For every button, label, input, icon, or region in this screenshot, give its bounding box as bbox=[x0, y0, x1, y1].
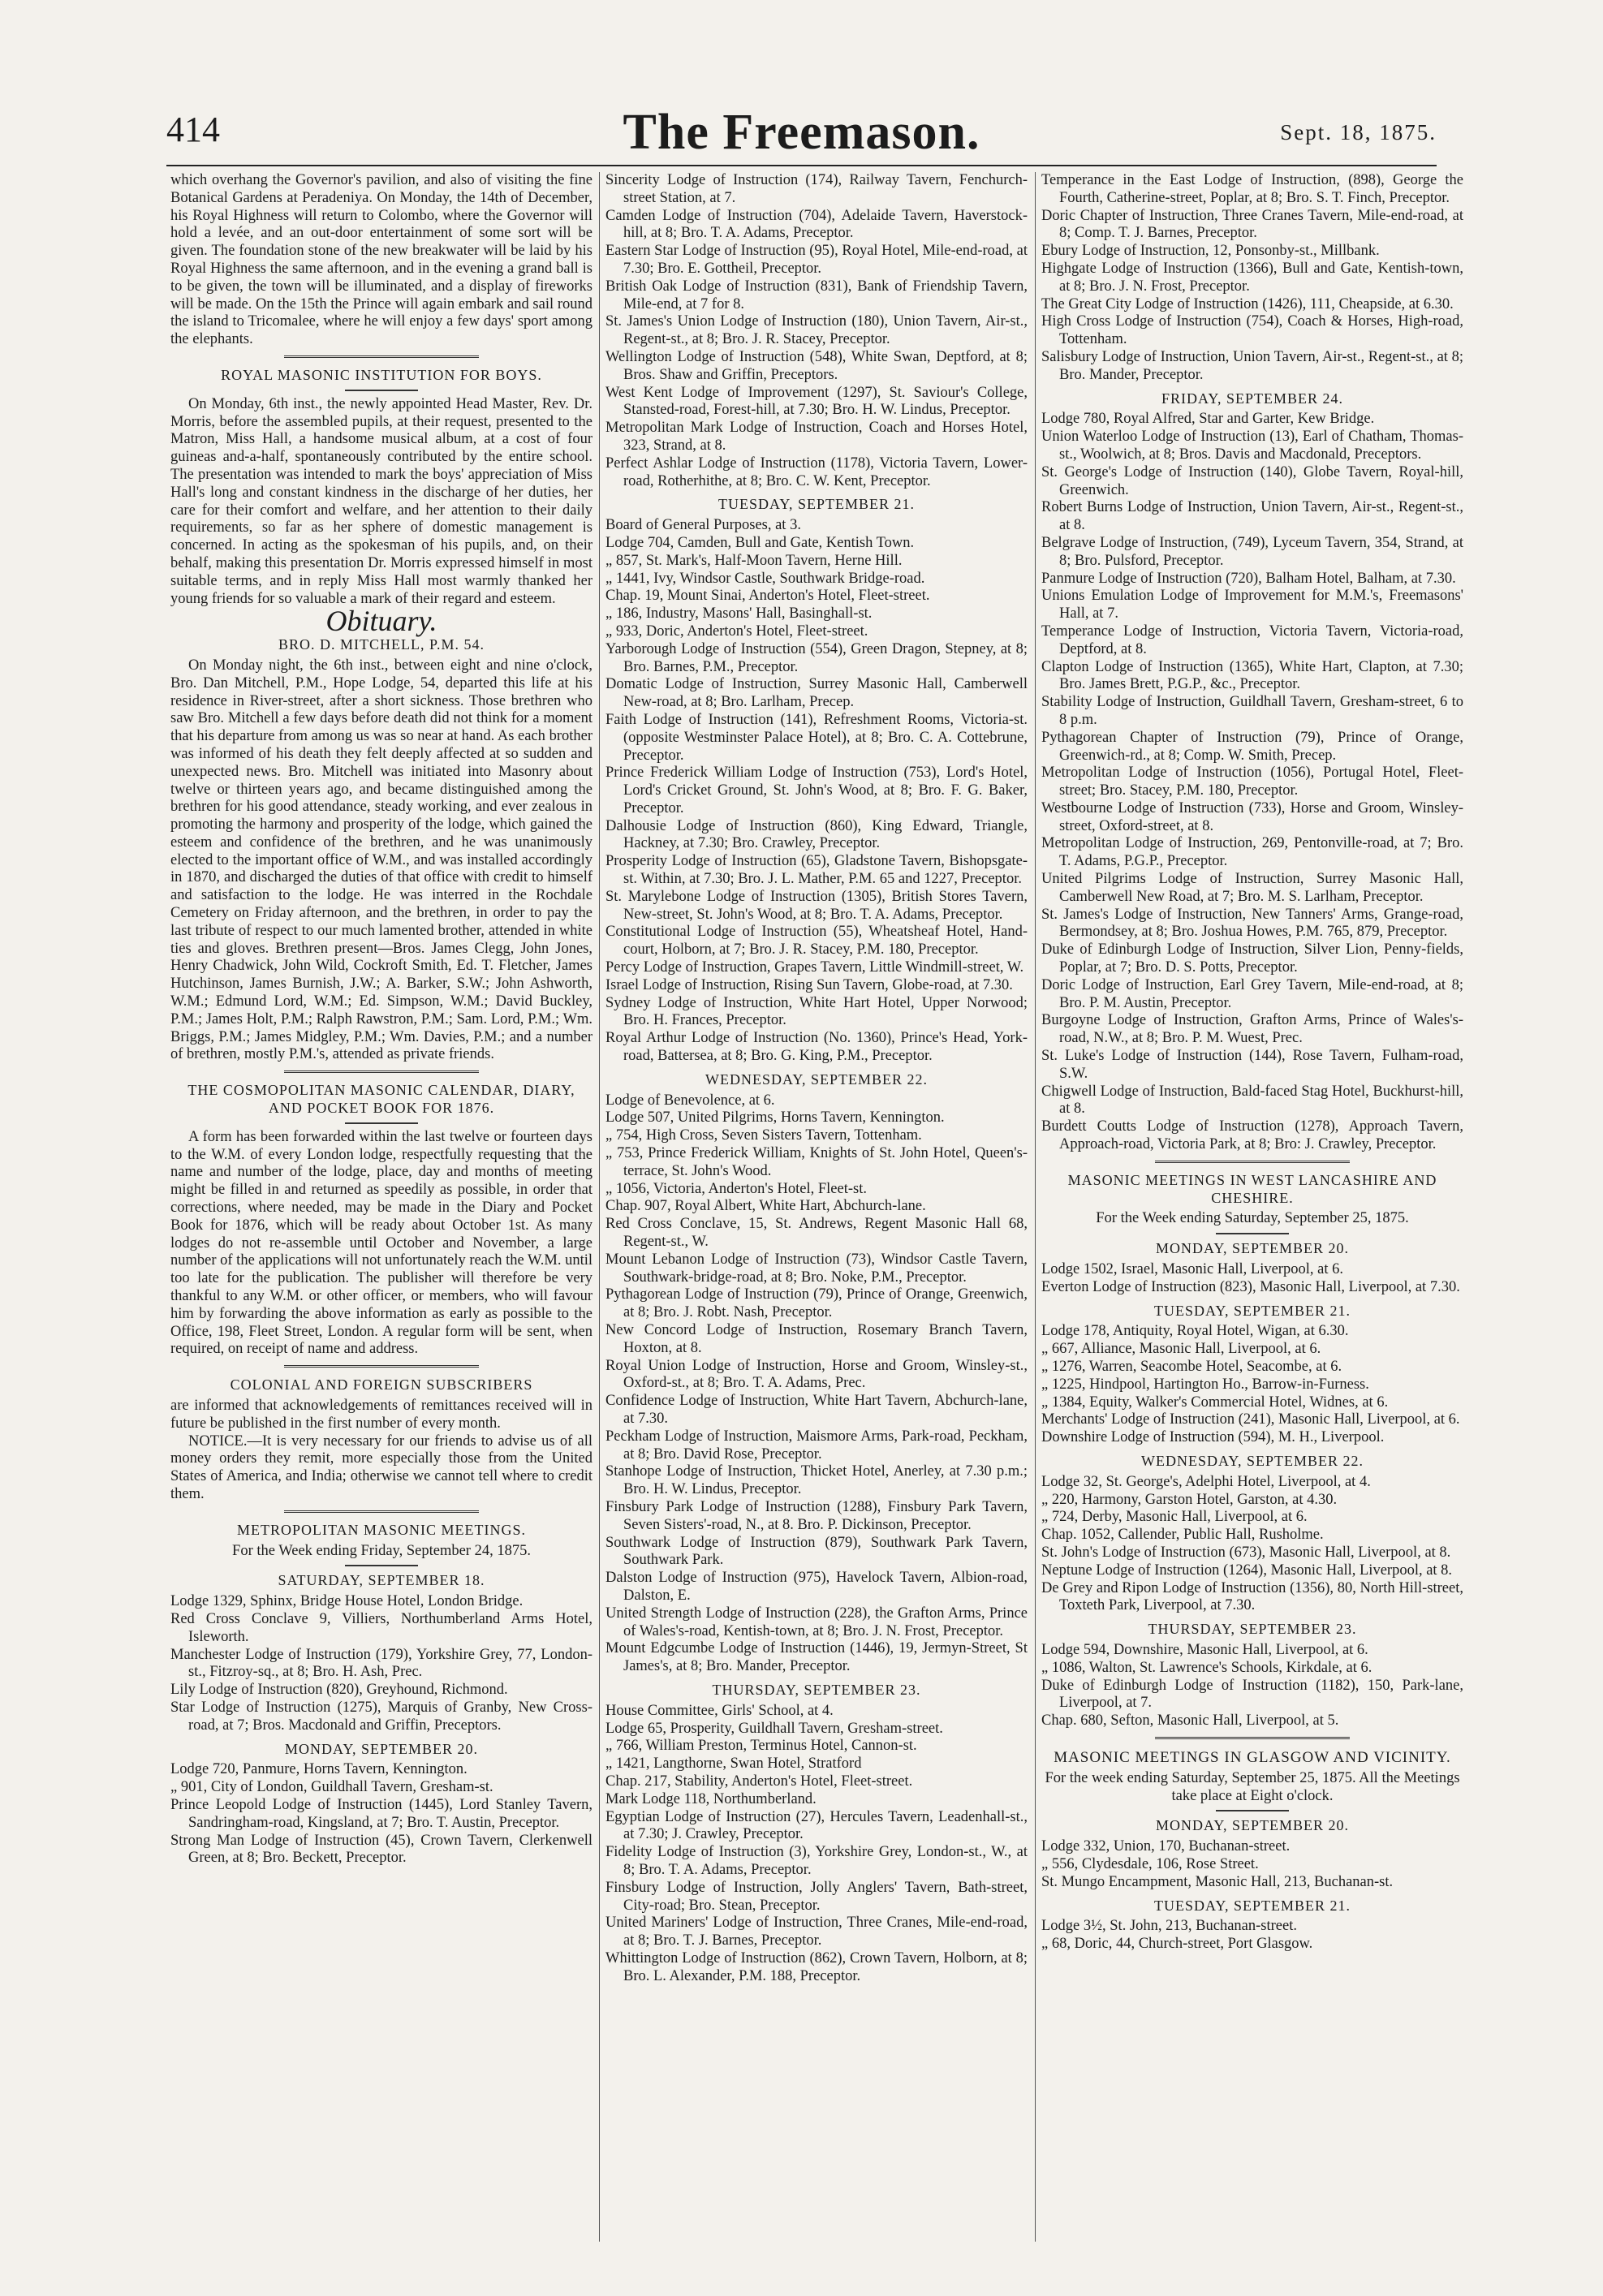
divider bbox=[345, 1565, 418, 1566]
listing-entry: Sydney Lodge of Instruction, White Hart Hotel, Upper Norwood; Bro. H. Frances, Preceptor. bbox=[605, 994, 1028, 1029]
listing-entry: Star Lodge of Instruction (1275), Marquis of Granby, New Cross-road, at 7; Bros. Macdonald and Griffin, Preceptors. bbox=[170, 1699, 593, 1734]
listing-entry: „ 1225, Hindpool, Hartington Ho., Barrow-in-Furness. bbox=[1041, 1376, 1369, 1393]
divider bbox=[1216, 1810, 1289, 1811]
listing-entry: Faith Lodge of Instruction (141), Refreshment Rooms, Victoria-st. (opposite Westminster Palace Hotel), at 8; Bro. C. A. Cottebrune, Preceptor. bbox=[605, 711, 1028, 764]
section-heading: BRO. D. MITCHELL, P.M. 54. bbox=[278, 636, 485, 653]
section-heading: WEDNESDAY, SEPTEMBER 22. bbox=[1140, 1452, 1364, 1469]
listing-entry: „ 186, Industry, Masons' Hall, Basinghall-st. bbox=[605, 605, 873, 622]
listing-entry: United Strength Lodge of Instruction (228), the Grafton Arms, Prince of Wales's-road, Kentish-town, at 8; Bro. J. N. Frost, Preceptor. bbox=[605, 1605, 1028, 1639]
section-heading: TUESDAY, SEPTEMBER 21. bbox=[1153, 1302, 1351, 1319]
listing-entry: Doric Chapter of Instruction, Three Cranes Tavern, Mile-end-road, at 8; Comp. T. J. Barnes, Preceptor. bbox=[1041, 207, 1463, 242]
listing-entry: Prince Frederick William Lodge of Instruction (753), Lord's Hotel, Lord's Cricket Ground, St. John's Wood, at 8; Bro. F. G. Baker, Preceptor. bbox=[605, 765, 1028, 816]
listing-entry: Chap. 1052, Callender, Public Hall, Rusholme. bbox=[1041, 1527, 1324, 1544]
listing-entry: St. Marylebone Lodge of Instruction (1305), British Stores Tavern, New-street, St. John's Wood, at 8; Bro. T. A. Adams, Preceptor. bbox=[605, 888, 1028, 923]
listing-entry: West Kent Lodge of Improvement (1297), St. Saviour's College, Stansted-road, Forest-hill, at 7.30; Bro. H. W. Lindus, Preceptor. bbox=[605, 384, 1028, 419]
listing-entry: „ 667, Alliance, Masonic Hall, Liverpool, at 6. bbox=[1041, 1341, 1321, 1358]
section-heading: MASONIC MEETINGS IN GLASGOW AND VICINITY. bbox=[1054, 1748, 1451, 1766]
listing-entry: Camden Lodge of Instruction (704), Adelaide Tavern, Haverstock-hill, at 8; Bro. T. A. Adams, Preceptor. bbox=[605, 207, 1028, 242]
listing-entry: St. George's Lodge of Instruction (140), Globe Tavern, Royal-hill, Greenwich. bbox=[1041, 463, 1463, 498]
listing-entry: Neptune Lodge of Instruction (1264), Masonic Hall, Liverpool, at 8. bbox=[1041, 1562, 1453, 1579]
listing-entry: Finsbury Park Lodge of Instruction (1288), Finsbury Park Tavern, Seven Sisters'-road, N., at 8. Bro. P. Dickinson, Preceptor. bbox=[605, 1498, 1028, 1533]
paragraph: A form has been forwarded within the last twelve or fourteen days to the W.M. of every London lodge, respectfully requesting that the name and number of the lodge, place, day and months of meeting might be filled in and returned as speedily as possible, in order that corrections, where needed, may be made in the Diary and Pocket Book for 1876, which will be ready about October 1st. As many lodges do not re-assemble until October and November, a large number of the applications will not unfortunately reach the W.M. until too late for the publication. The publisher will therefore be very thankful to any W.M. or other officer, or members, who will favour him by forwarding the above information as early as possible to the Office, 198, Fleet Street, London. A regular form will be sent, when required, on receipt of name and address. bbox=[170, 1128, 593, 1358]
listing-entry: St. Luke's Lodge of Instruction (144), Rose Tavern, Fulham-road, S.W. bbox=[1041, 1048, 1463, 1082]
listing-entry: „ 1384, Equity, Walker's Commercial Hotel, Widnes, at 6. bbox=[1041, 1394, 1389, 1411]
listing-entry: Dalhousie Lodge of Instruction (860), King Edward, Triangle, Hackney, at 7.30; Bro. Crawley, Preceptor. bbox=[605, 817, 1028, 852]
section-heading: COLONIAL AND FOREIGN SUBSCRIBERS bbox=[230, 1376, 533, 1394]
listing-entry: „ 901, City of London, Guildhall Tavern, Gresham-st. bbox=[170, 1779, 493, 1796]
listing-entry: The Great City Lodge of Instruction (1426), 111, Cheapside, at 6.30. bbox=[1041, 295, 1454, 312]
listing-entry: Board of General Purposes, at 3. bbox=[605, 517, 801, 534]
listing-entry: Israel Lodge of Instruction, Rising Sun Tavern, Globe-road, at 7.30. bbox=[605, 976, 1013, 993]
listing-entry: St. Mungo Encampment, Masonic Hall, 213, Buchanan-st. bbox=[1041, 1873, 1394, 1890]
listing-entry: Temperance Lodge of Instruction, Victoria Tavern, Victoria-road, Deptford, at 8. bbox=[1041, 622, 1463, 657]
listing-entry: Metropolitan Mark Lodge of Instruction, Coach and Horses Hotel, 323, Strand, at 8. bbox=[605, 420, 1028, 454]
listing-entry: Mount Lebanon Lodge of Instruction (73), Windsor Castle Tavern, Southwark-bridge-road, at 8; Bro. Noke, P.M., Preceptor. bbox=[605, 1251, 1028, 1286]
obituary-heading: Obituary. bbox=[325, 605, 437, 638]
subheading: For the Week ending Friday, September 24, 1875. bbox=[232, 1542, 531, 1559]
listing-entry: Peckham Lodge of Instruction, Maismore Arms, Park-road, Peckham, at 8; Bro. David Rose, Preceptor. bbox=[605, 1428, 1028, 1462]
listing-entry: Metropolitan Lodge of Instruction (1056), Portugal Hotel, Fleet-street; Bro. Stacey, P.M. 180, Preceptor. bbox=[1041, 765, 1463, 799]
listing-entry: Strong Man Lodge of Instruction (45), Crown Tavern, Clerkenwell Green, at 8; Bro. Beckett, Preceptor. bbox=[170, 1832, 593, 1867]
listing-entry: Percy Lodge of Instruction, Grapes Tavern, Little Windmill-street, W. bbox=[605, 959, 1024, 976]
section-heading: WEDNESDAY, SEPTEMBER 22. bbox=[705, 1070, 929, 1088]
listing-entry: Lodge 1329, Sphinx, Bridge House Hotel, London Bridge. bbox=[170, 1593, 524, 1610]
listing-entry: Metropolitan Lodge of Instruction, 269, Pentonville-road, at 7; Bro. T. Adams, P.G.P., Preceptor. bbox=[1041, 835, 1463, 870]
double-divider bbox=[284, 1365, 479, 1370]
listing-entry: Temperance in the East Lodge of Instruction, (898), George the Fourth, Catherine-street, Poplar, at 8; Bro. S. T. Finch, Preceptor. bbox=[1041, 172, 1463, 206]
divider bbox=[1216, 1233, 1289, 1234]
listing-entry: Lodge 65, Prosperity, Guildhall Tavern, Gresham-street. bbox=[605, 1720, 943, 1737]
listing-entry: House Committee, Girls' School, at 4. bbox=[605, 1702, 834, 1719]
column-3 bbox=[1041, 172, 1463, 2250]
listing-entry: Pythagorean Lodge of Instruction (79), Prince of Orange, Greenwich, at 8; Bro. J. Robt. Nash, Preceptor. bbox=[605, 1286, 1028, 1321]
page-number: 414 bbox=[166, 110, 220, 149]
column-divider bbox=[1035, 172, 1036, 2242]
listing-entry: Burgoyne Lodge of Instruction, Grafton Arms, Prince of Wales's-road, N.W., at 8; Bro. P. M. Wuest, Prec. bbox=[1041, 1012, 1463, 1047]
double-divider bbox=[284, 355, 479, 360]
divider bbox=[345, 1122, 418, 1124]
header-rule bbox=[166, 165, 1437, 166]
section-heading: THURSDAY, SEPTEMBER 23. bbox=[1148, 1621, 1357, 1638]
listing-entry: Lodge 507, United Pilgrims, Horns Tavern, Kennington. bbox=[605, 1109, 945, 1126]
section-heading: MONDAY, SEPTEMBER 20. bbox=[1155, 1240, 1350, 1257]
column-divider bbox=[599, 172, 600, 2242]
listing-entry: Constitutional Lodge of Instruction (55), Wheatsheaf Hotel, Hand-court, Holborn, at 7; Bro. J. R. Stacey, P.M. 180, Preceptor. bbox=[605, 924, 1028, 958]
listing-entry: Dalston Lodge of Instruction (975), Havelock Tavern, Albion-road, Dalston, E. bbox=[605, 1570, 1028, 1604]
listing-entry: St. James's Lodge of Instruction, New Tanners' Arms, Grange-road, Bermondsey, at 8; Bro. Joshua Howes, P.M. 765, 879, Preceptor. bbox=[1041, 906, 1463, 941]
listing-entry: „ 724, Derby, Masonic Hall, Liverpool, at 6. bbox=[1041, 1509, 1308, 1526]
listing-entry: Sincerity Lodge of Instruction (174), Railway Tavern, Fenchurch-street Station, at 7. bbox=[605, 172, 1028, 206]
page-header bbox=[166, 104, 1437, 169]
listing-entry: Salisbury Lodge of Instruction, Union Tavern, Air-st., Regent-st., at 8; Bro. Mander, Preceptor. bbox=[1041, 348, 1463, 383]
listing-entry: Lodge 178, Antiquity, Royal Hotel, Wigan, at 6.30. bbox=[1041, 1323, 1349, 1340]
listing-entry: „ 1056, Victoria, Anderton's Hotel, Fleet-st. bbox=[605, 1180, 867, 1197]
listing-entry: Domatic Lodge of Instruction, Surrey Masonic Hall, Camberwell New-road, at 8; Bro. Larlham, Precep. bbox=[605, 676, 1028, 711]
listing-entry: Ebury Lodge of Instruction, 12, Ponsonby-st., Millbank. bbox=[1041, 243, 1380, 260]
listing-entry: Belgrave Lodge of Instruction, (749), Lyceum Tavern, 354, Strand, at 8; Bro. Pulsford, Preceptor. bbox=[1041, 534, 1463, 569]
listing-entry: Chap. 680, Sefton, Masonic Hall, Liverpool, at 5. bbox=[1041, 1712, 1339, 1730]
listing-entry: Lodge 720, Panmure, Horns Tavern, Kennington. bbox=[170, 1761, 468, 1778]
listing-entry: Chap. 19, Mount Sinai, Anderton's Hotel, Fleet-street. bbox=[605, 588, 930, 605]
listing-entry: Lodge 332, Union, 170, Buchanan-street. bbox=[1041, 1838, 1291, 1855]
section-heading: ROYAL MASONIC INSTITUTION FOR BOYS. bbox=[221, 366, 542, 383]
listing-entry: „ 1276, Warren, Seacombe Hotel, Seacombe, at 6. bbox=[1041, 1359, 1342, 1375]
listing-entry: „ 754, High Cross, Seven Sisters Tavern, Tottenham. bbox=[605, 1127, 922, 1144]
double-divider bbox=[1155, 1161, 1350, 1165]
listing-entry: Finsbury Lodge of Instruction, Jolly Anglers' Tavern, Bath-street, City-road; Bro. Stean, Preceptor. bbox=[605, 1879, 1028, 1914]
listing-entry: Westbourne Lodge of Instruction (733), Horse and Groom, Winsley-street, Oxford-street, at 8. bbox=[1041, 799, 1463, 834]
section-heading: TUESDAY, SEPTEMBER 21. bbox=[717, 496, 916, 513]
listing-entry: Mount Edgcumbe Lodge of Instruction (1446), 19, Jermyn-Street, St James's, at 8; Bro. Mander, Preceptor. bbox=[605, 1640, 1028, 1675]
listing-entry: Lodge 3½, St. John, 213, Buchanan-street. bbox=[1041, 1918, 1297, 1935]
paragraph: NOTICE.—It is very necessary for our friends to advise us of all money orders they remit, more especially those from the United States of America, and India; otherwise we cannot tell where to credit them. bbox=[170, 1432, 593, 1502]
listing-entry: Unions Emulation Lodge of Improvement for M.M.'s, Freemasons' Hall, at 7. bbox=[1041, 588, 1463, 622]
listing-entry: De Grey and Ripon Lodge of Instruction (1356), 80, North Hill-street, Toxteth Park, Liverpool, at 7.30. bbox=[1041, 1579, 1463, 1614]
double-divider bbox=[284, 1510, 479, 1515]
listing-entry: „ 1421, Langthorne, Swan Hotel, Stratford bbox=[605, 1755, 862, 1773]
subheading: For the week ending Saturday, September 25, 1875. All the Meetings take place at Eight o'clock. bbox=[1045, 1769, 1460, 1804]
subheading: For the Week ending Saturday, September 25, 1875. bbox=[1096, 1210, 1409, 1227]
listing-entry: „ 68, Doric, 44, Church-street, Port Glasgow. bbox=[1041, 1936, 1313, 1953]
listing-entry: „ 933, Doric, Anderton's Hotel, Fleet-street. bbox=[605, 622, 868, 640]
listing-entry: Southwark Lodge of Instruction (879), Southwark Park Tavern, Southwark Park. bbox=[605, 1534, 1028, 1569]
listing-entry: St. John's Lodge of Instruction (673), Masonic Hall, Liverpool, at 8. bbox=[1041, 1544, 1451, 1561]
listing-entry: Lodge 32, St. George's, Adelphi Hotel, Liverpool, at 4. bbox=[1041, 1473, 1371, 1490]
listing-entry: United Mariners' Lodge of Instruction, Three Cranes, Mile-end-road, at 8; Bro. T. J. Barnes, Preceptor. bbox=[605, 1915, 1028, 1949]
listing-entry: Burdett Coutts Lodge of Instruction (1278), Approach Tavern, Approach-road, Victoria Park, at 8; Bro: J. Crawley, Preceptor. bbox=[1041, 1118, 1463, 1153]
listing-entry: Manchester Lodge of Instruction (179), Yorkshire Grey, 77, London-st., Fitzroy-sq., at 8; Bro. H. Ash, Prec. bbox=[170, 1646, 593, 1681]
listing-entry: Royal Arthur Lodge of Instruction (No. 1360), Prince's Head, York-road, Battersea, at 8; Bro. G. King, P.M., Preceptor. bbox=[605, 1030, 1028, 1065]
listing-entry: „ 1441, Ivy, Windsor Castle, Southwark Bridge-road. bbox=[605, 570, 925, 587]
listing-entry: Highgate Lodge of Instruction (1366), Bull and Gate, Kentish-town, at 8; Bro. J. N. Frost, Preceptor. bbox=[1041, 260, 1463, 295]
listing-entry: Pythagorean Chapter of Instruction (79), Prince of Orange, Greenwich-rd., at 8; Comp. W. Smith, Precep. bbox=[1041, 729, 1463, 764]
listing-entry: Prince Leopold Lodge of Instruction (1445), Lord Stanley Tavern, Sandringham-road, Kingsland, at 7; Bro. T. Austin, Preceptor. bbox=[170, 1796, 593, 1831]
listing-entry: Yarborough Lodge of Instruction (554), Green Dragon, Stepney, at 8; Bro. Barnes, P.M., Preceptor. bbox=[605, 640, 1028, 675]
listing-entry: Wellington Lodge of Instruction (548), White Swan, Deptford, at 8; Bros. Shaw and Griffin, Preceptors. bbox=[605, 348, 1028, 383]
double-divider bbox=[1155, 1737, 1350, 1742]
listing-entry: Panmure Lodge of Instruction (720), Balham Hotel, Balham, at 7.30. bbox=[1041, 570, 1456, 587]
listing-entry: Confidence Lodge of Instruction, White Hart Tavern, Abchurch-lane, at 7.30. bbox=[605, 1393, 1028, 1427]
listing-entry: Union Waterloo Lodge of Instruction (13), Earl of Chatham, Thomas-st., Woolwich, at 8; Bros. Davis and Macdonald, Preceptors. bbox=[1041, 429, 1463, 463]
listing-entry: Chap. 907, Royal Albert, White Hart, Abchurch-lane. bbox=[605, 1198, 926, 1215]
listing-entry: Egyptian Lodge of Instruction (27), Hercules Tavern, Leadenhall-st., at 7.30; J. Crawley, Preceptor. bbox=[605, 1808, 1028, 1843]
section-heading: MONDAY, SEPTEMBER 20. bbox=[1155, 1817, 1350, 1834]
listing-entry: Prosperity Lodge of Instruction (65), Gladstone Tavern, Bishopsgate-st. Within, at 7.30; Bro. J. L. Mather, P.M. 65 and 1227, Preceptor. bbox=[605, 853, 1028, 888]
section-heading: THURSDAY, SEPTEMBER 23. bbox=[712, 1681, 921, 1698]
listing-entry: Royal Union Lodge of Instruction, Horse and Groom, Winsley-st., Oxford-st., at 8; Bro. T. A. Adams, Prec. bbox=[605, 1357, 1028, 1392]
listing-entry: Red Cross Conclave, 15, St. Andrews, Regent Masonic Hall 68, Regent-st., W. bbox=[605, 1216, 1028, 1251]
listing-entry: „ 1086, Walton, St. Lawrence's Schools, Kirkdale, at 6. bbox=[1041, 1659, 1372, 1676]
listing-entry: Red Cross Conclave 9, Villiers, Northumberland Arms Hotel, Isleworth. bbox=[170, 1610, 593, 1645]
listing-entry: Merchants' Lodge of Instruction (241), Masonic Hall, Liverpool, at 6. bbox=[1041, 1411, 1460, 1428]
section-heading: METROPOLITAN MASONIC MEETINGS. bbox=[236, 1521, 527, 1538]
listing-entry: „ 753, Prince Frederick William, Knights of St. John Hotel, Queen's-terrace, St. John's Wood. bbox=[605, 1145, 1028, 1179]
masthead-title: The Freemason. bbox=[623, 105, 980, 160]
listing-entry: Lodge 780, Royal Alfred, Star and Garter, Kew Bridge. bbox=[1041, 411, 1375, 428]
paragraph: are informed that acknowledgements of remittances received will in future be published in the first number of every month. bbox=[170, 1398, 593, 1432]
listing-entry: British Oak Lodge of Instruction (831), Bank of Friendship Tavern, Mile-end, at 7 for 8. bbox=[605, 278, 1028, 312]
column-1 bbox=[170, 172, 593, 2250]
listing-entry: High Cross Lodge of Instruction (754), Coach & Horses, High-road, Tottenham. bbox=[1041, 313, 1463, 348]
listing-entry: United Pilgrims Lodge of Instruction, Surrey Masonic Hall, Camberwell New Road, at 7; Bro. M. S. Larlham, Preceptor. bbox=[1041, 871, 1463, 905]
listing-entry: Robert Burns Lodge of Instruction, Union Tavern, Air-st., Regent-st., at 8. bbox=[1041, 499, 1463, 534]
listing-entry: Lodge 1502, Israel, Masonic Hall, Liverpool, at 6. bbox=[1041, 1261, 1343, 1278]
listing-entry: Mark Lodge 118, Northumberland. bbox=[605, 1790, 817, 1807]
listing-entry: Downshire Lodge of Instruction (594), M. H., Liverpool. bbox=[1041, 1429, 1385, 1446]
paragraph: which overhang the Governor's pavilion, and also of visiting the fine Botanical Gardens at Peradeniya. On Monday, the 14th of December, his Royal Highness will return to Colombo, where the Governor will hold a levée, and an out-door entertainment of some sort will be given. The foundation stone of the new breakwater will be laid by his Royal Highness the same afternoon, and in the evening a grand ball is to be given, the town will be illuminated, and a display of fireworks will be made. On the 15th the Prince will again embark and sail round the island to Tricomalee, where he will enjoy a few days' sport among the elephants. bbox=[170, 172, 593, 348]
listing-entry: Eastern Star Lodge of Instruction (95), Royal Hotel, Mile-end-road, at 7.30; Bro. E. Gottheil, Preceptor. bbox=[605, 243, 1028, 277]
listing-entry: Lodge of Benevolence, at 6. bbox=[605, 1092, 775, 1109]
listing-entry: „ 766, William Preston, Terminus Hotel, Cannon-st. bbox=[605, 1738, 917, 1755]
listing-entry: Lodge 704, Camden, Bull and Gate, Kentish Town. bbox=[605, 534, 915, 551]
divider bbox=[345, 390, 418, 391]
listing-entry: Perfect Ashlar Lodge of Instruction (1178), Victoria Tavern, Lower-road, Rotherhithe, at 8; Bro. C. W. Kent, Preceptor. bbox=[605, 454, 1028, 489]
section-heading: MASONIC MEETINGS IN WEST LANCASHIRE AND CHESHIRE. bbox=[1067, 1171, 1437, 1206]
listing-entry: „ 556, Clydesdale, 106, Rose Street. bbox=[1041, 1855, 1259, 1872]
listing-entry: Lily Lodge of Instruction (820), Greyhound, Richmond. bbox=[170, 1682, 508, 1699]
paragraph: On Monday night, the 6th inst., between eight and nine o'clock, Bro. Dan Mitchell, P.M., Hope Lodge, 54, departed this life at his residence in River-street, after a short sickness. Those brethren who saw Bro. Mitchell a few days before death did not think for a moment that his departure from among us was so near at hand. As each brother was informed of his death they felt deeply affected at so sudden and unexpected news. Bro. Mitchell was initiated into Masonry about twelve or thirteen years ago, and became distinguished among the brethren for his good attendance, steady working, and ever zealous in promoting the harmony and prosperity of the lodge, which gained the esteem and confidence of the brethren, and he was unanimously elected to the important office of W.M., and was installed accordingly in 1870, and discharged the duties of that office with credit to himself and satisfaction to the lodge. He was interred in the Rochdale Cemetery on Friday afternoon, and the brethren, in order to pay the last tribute of respect to our much lamented brother, attended in white ties and gloves. Brethren present—Bros. James Clegg, John Jones, Henry Chadwick, John Wild, Cockroft Smith, Ed. T. Fletcher, James Hutchinson, James Burnish, J.W.; A. Barker, S.W.; John Ashworth, W.M.; Edmund Lord, W.M.; Ed. Simpson, W.M.; David Buckley, P.M.; James Holt, P.M.; Ralph Rawstron, P.M.; Sam. Lord, P.M.; Wm. Briggs, P.M.; James Midgley, P.M.; Wm. Davies, P.M.; and a number of brethren, mostly P.M.'s, attended as private friends. bbox=[170, 657, 593, 1063]
paragraph: On Monday, 6th inst., the newly appointed Head Master, Rev. Dr. Morris, before the assembled pupils, at their request, presented to the Matron, Miss Hall, a handsome musical album, at a cost of four guineas and-a-half, spontaneously contributed by the entire school. The presentation was intended to mark the boys' appreciation of Miss Hall's long and constant kindness in the discharge of her duties, her care for their comfort and welfare, and her attention to their daily requirements, so far as her sphere of domestic management is concerned. In acting as the spokesman of his pupils, and, on their behalf, making this presentation Dr. Morris expressed himself in most suitable terms, and in reply Miss Hall most warmly thanked her young friends for so valuable a mark of their regard and esteem. bbox=[170, 395, 593, 607]
section-heading: MONDAY, SEPTEMBER 20. bbox=[284, 1740, 479, 1757]
listing-entry: Chigwell Lodge of Instruction, Bald-faced Stag Hotel, Buckhurst-hill, at 8. bbox=[1041, 1083, 1463, 1118]
listing-entry: Duke of Edinburgh Lodge of Instruction (1182), 150, Park-lane, Liverpool, at 7. bbox=[1041, 1677, 1463, 1712]
issue-date: Sept. 18, 1875. bbox=[1280, 120, 1437, 144]
listing-entry: Clapton Lodge of Instruction (1365), White Hart, Clapton, at 7.30; Bro. James Brett, P.G.P., &c., Preceptor. bbox=[1041, 658, 1463, 693]
section-heading: FRIDAY, SEPTEMBER 24. bbox=[1161, 390, 1344, 407]
listing-entry: Stability Lodge of Instruction, Guildhall Tavern, Gresham-street, 6 to 8 p.m. bbox=[1041, 694, 1463, 728]
listing-entry: „ 220, Harmony, Garston Hotel, Garston, at 4.30. bbox=[1041, 1491, 1338, 1508]
listing-entry: Whittington Lodge of Instruction (862), Crown Tavern, Holborn, at 8; Bro. L. Alexander, P.M. 188, Preceptor. bbox=[605, 1949, 1028, 1984]
listing-entry: Duke of Edinburgh Lodge of Instruction, Silver Lion, Penny-fields, Poplar, at 7; Bro. D. S. Potts, Preceptor. bbox=[1041, 941, 1463, 976]
listing-entry: Chap. 217, Stability, Anderton's Hotel, Fleet-street. bbox=[605, 1773, 913, 1790]
listing-entry: Lodge 594, Downshire, Masonic Hall, Liverpool, at 6. bbox=[1041, 1641, 1368, 1658]
column-2 bbox=[605, 172, 1028, 2250]
listing-entry: Doric Lodge of Instruction, Earl Grey Tavern, Mile-end-road, at 8; Bro. P. M. Austin, Preceptor. bbox=[1041, 976, 1463, 1011]
listing-entry: Everton Lodge of Instruction (823), Masonic Hall, Liverpool, at 7.30. bbox=[1041, 1278, 1460, 1295]
listing-entry: Stanhope Lodge of Instruction, Thicket Hotel, Anerley, at 7.30 p.m.; Bro. H. W. Lindus, Preceptor. bbox=[605, 1463, 1028, 1498]
section-heading: TUESDAY, SEPTEMBER 21. bbox=[1153, 1897, 1351, 1914]
listing-entry: „ 857, St. Mark's, Half-Moon Tavern, Herne Hill. bbox=[605, 552, 903, 569]
listing-entry: New Concord Lodge of Instruction, Rosemary Branch Tavern, Hoxton, at 8. bbox=[605, 1322, 1028, 1356]
listing-entry: Fidelity Lodge of Instruction (3), Yorkshire Grey, London-st., W., at 8; Bro. T. A. Adams, Preceptor. bbox=[605, 1844, 1028, 1878]
section-heading: THE COSMOPOLITAN MASONIC CALENDAR, DIARY, AND POCKET BOOK FOR 1876. bbox=[187, 1082, 575, 1117]
listing-entry: St. James's Union Lodge of Instruction (180), Union Tavern, Air-st., Regent-st., at 8; Bro. J. R. Stacey, Preceptor. bbox=[605, 313, 1028, 348]
section-heading: SATURDAY, SEPTEMBER 18. bbox=[278, 1572, 485, 1589]
double-divider bbox=[284, 1070, 479, 1075]
